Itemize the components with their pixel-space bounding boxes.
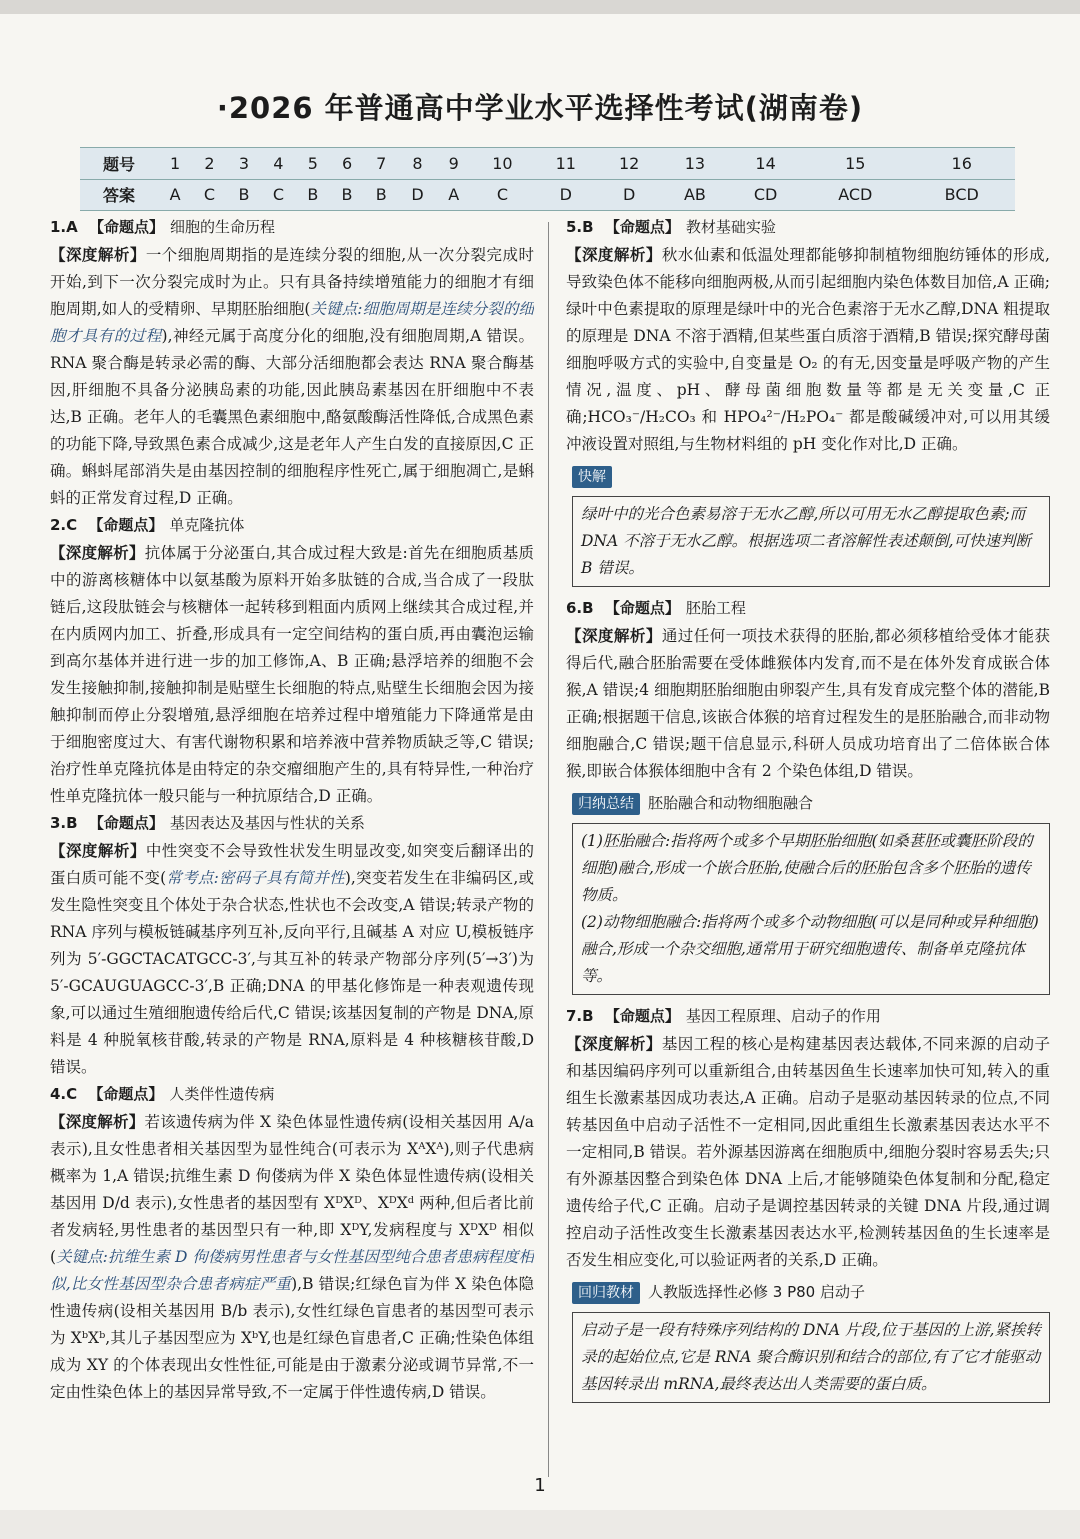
key-point-note: 关键点:细胞周期是连续分裂的细胞才具有的过程 xyxy=(50,300,534,345)
table-cell-answer: C xyxy=(192,179,227,211)
analysis-text: 中性突变不会导致性状发生明显改变,如突变后翻译出的蛋白质可能不变( xyxy=(50,842,534,887)
topic-text: 教材基础实验 xyxy=(685,218,776,236)
table-cell-number: 13 xyxy=(661,148,729,180)
table-cell-answer: C xyxy=(471,179,534,211)
analysis-text: 基因工程的核心是构建基因表达载体,不同来源的启动子和基因编码序列可以重新组合,由转基因鱼生长速率加快可知,转入的重组生长激素基因成功表达,A 正确。启动子是驱动基因转录的位点,不同转基因鱼中启动子活性不一定相同,因此重组生长激素基因表达水平不一定相同,B 错误。若外源基因游离在细胞质中,细胞分裂时容易丢失;只有外源基因整合到染色体 DNA 上后,才能够随染色体复制和分配,稳定遗传给子代,C 正确。启动子是调控基因转录的关键 DNA 片段,通过调控启动子活性改变生长激素基因表达水平,检测转基因鱼的生长速率是否发生相应变化,可以验证两者的关系,D 正确。 xyxy=(566,1035,1050,1269)
topic-text: 胚胎工程 xyxy=(685,599,746,617)
row-label-answer: 答案 xyxy=(80,179,158,211)
summary-item: (1)胚胎融合:指将两个或多个早期胚胎细胞(如桑葚胚或囊胚阶段的细胞)融合,形成一个嵌合胚胎,使融合后的胚胎包含多个胚胎的遗传物质。 xyxy=(581,832,1033,904)
page-title: ·2026 年普通高中学业水平选择性考试(湖南卷) xyxy=(216,91,864,125)
analysis-paragraph xyxy=(50,539,534,810)
topic-label: 【命题点】 xyxy=(604,599,680,617)
question-header xyxy=(50,1081,534,1108)
table-cell-answer: A xyxy=(437,179,471,211)
question-header xyxy=(50,512,534,539)
question-3-explanation xyxy=(50,810,534,1081)
analysis-text: ),B 错误;红绿色盲为伴 X 染色体隐性遗传病(设相关基因用 B/b 表示),女性红绿色盲患者的基因型可表示为 XᵇXᵇ,其儿子基因型应为 XᵇY,也是红绿色盲患者,C 正确;性染色体组成为 XY 的个体表现出女性性征,可能是由于激素分泌或调节异常,不一定由性染色体上的基因异常导致,不一定属于伴性遗传病,D 错误。 xyxy=(50,1275,534,1401)
analysis-label: 【深度解析】 xyxy=(50,543,145,562)
summary-title: 胚胎融合和动物细胞融合 xyxy=(648,794,814,812)
quick-solve-badge: 快解 xyxy=(572,466,612,488)
answer-table-number-row xyxy=(80,148,1015,180)
textbook-badge: 回归教材 xyxy=(572,1282,640,1304)
topic-text: 单克隆抗体 xyxy=(169,516,245,534)
table-cell-number: 16 xyxy=(908,148,1015,180)
question-number: 2.C xyxy=(50,516,78,534)
topic-label: 【命题点】 xyxy=(88,1085,164,1103)
summary-heading xyxy=(566,789,1050,817)
table-cell-number: 11 xyxy=(534,148,597,180)
table-cell-number: 12 xyxy=(597,148,660,180)
analysis-label: 【深度解析】 xyxy=(50,1112,145,1131)
question-number: 1.A xyxy=(50,218,78,236)
topic-label: 【命题点】 xyxy=(604,218,680,236)
topic-text: 细胞的生命历程 xyxy=(170,218,276,236)
topic-text: 人类伴性遗传病 xyxy=(169,1085,275,1103)
question-header xyxy=(566,595,1050,622)
analysis-text: 一个细胞周期指的是连续分裂的细胞,从一次分裂完成时开始,到下一次分裂完成时为止。只有具备持续增殖能力的细胞才有细胞周期,如人的受精卵、早期胚胎细胞( xyxy=(50,246,534,318)
topic-label: 【命题点】 xyxy=(88,516,164,534)
analysis-text: 若该遗传病为伴 X 染色体显性遗传病(设相关基因用 A/a 表示),且女性患者相关基因型为显性纯合(可表示为 XᴬXᴬ),则子代患病概率为 1,A 错误;抗维生素 D 佝偻病为伴 X 染色体显性遗传病(设相关基因用 D/d 表示),女性患者的基因型有 XᴰXᴰ、XᴰXᵈ 两种,但后者比前者发病轻,男性患者的基因型只有一种,即 XᴰY,发病程度与 XᴰXᴰ 相似( xyxy=(50,1113,534,1266)
table-cell-answer: C xyxy=(261,179,296,211)
analysis-paragraph xyxy=(50,241,534,512)
question-header xyxy=(566,214,1050,241)
analysis-text: ),神经元属于高度分化的细胞,没有细胞周期,A 错误。RNA 聚合酶是转录必需的酶、大部分活细胞都会表达 RNA 聚合酶基因,肝细胞不具备分泌胰岛素的功能,因此胰岛素基因在肝细胞中不表达,B 正确。老年人的毛囊黑色素细胞中,酪氨酸酶活性降低,合成黑色素的功能下降,导致黑色素合成减少,这是老年人产生白发的直接原因,C 正确。蝌蚪尾部消失是由基因控制的细胞程序性死亡,属于细胞凋亡,是蝌蚪的正常发育过程,D 正确。 xyxy=(50,327,534,507)
table-cell-answer: AB xyxy=(661,179,729,211)
analysis-paragraph xyxy=(566,1030,1050,1274)
table-cell-answer: D xyxy=(534,179,597,211)
table-cell-answer: CD xyxy=(729,179,802,211)
key-point-note: 关键点:抗维生素 D 佝偻病男性患者与女性基因型纯合患者患病程度相似,比女性基因型杂合患者病症严重 xyxy=(50,1248,534,1293)
table-cell-number: 15 xyxy=(802,148,908,180)
summary-badge: 归纳总结 xyxy=(572,793,640,815)
question-number: 6.B xyxy=(566,599,594,617)
table-cell-number: 6 xyxy=(330,148,364,180)
analysis-text: 秋水仙素和低温处理都能够抑制植物细胞纺锤体的形成,导致染色体不能移向细胞两极,从而引起细胞内染色体数目加倍,A 正确;绿叶中色素提取的原理是绿叶中的光合色素溶于无水乙醇,DNA 粗提取的原理是 DNA 不溶于酒精,但某些蛋白质溶于酒精,B 错误;探究酵母菌细胞呼吸方式的实验中,自变量是 O₂ 的有无,因变量是呼吸产物的产生情况,温度、pH、酵母菌细胞数量等都是无关变量,C 正确;HCO₃⁻/H₂CO₃ 和 HPO₄²⁻/H₂PO₄⁻ 都是酸碱缓冲对,可以用其缓冲液设置对照组,与生物材料组的 pH 变化作对比,D 正确。 xyxy=(566,246,1050,453)
table-cell-answer: D xyxy=(597,179,660,211)
table-cell-answer: ACD xyxy=(802,179,908,211)
textbook-heading xyxy=(566,1278,1050,1306)
question-number: 5.B xyxy=(566,218,594,236)
topic-text: 基因工程原理、启动子的作用 xyxy=(685,1007,881,1025)
answer-key-table xyxy=(80,147,1015,211)
table-cell-number: 9 xyxy=(437,148,471,180)
scan-top-border xyxy=(0,0,1080,14)
question-6-explanation xyxy=(566,595,1050,995)
analysis-text: 通过任何一项技术获得的胚胎,都必须移植给受体才能获得后代,融合胚胎需要在受体雌猴体内发育,而不是在体外发育成嵌合体猴,A 错误;4 细胞期胚胎细胞由卵裂产生,具有发育成完整个体的潜能,B 正确;根据题干信息,该嵌合体猴的培育过程发生的是胚胎融合,而非动物细胞融合,C 错误;题干信息显示,科研人员成功培育出了二倍体嵌合体猴,即嵌合体猴体细胞中含有 2 个染色体组,D 错误。 xyxy=(566,627,1050,780)
topic-label: 【命题点】 xyxy=(604,1007,680,1025)
table-cell-answer: A xyxy=(158,179,192,211)
summary-box xyxy=(572,823,1050,995)
table-cell-number: 14 xyxy=(729,148,802,180)
analysis-text: 抗体属于分泌蛋白,其合成过程大致是:首先在细胞质基质中的游离核糖体中以氨基酸为原料开始多肽链的合成,当合成了一段肽链后,这段肽链会与核糖体一起转移到粗面内质网上继续其合成过程,并在内质网内加工、折叠,形成具有一定空间结构的蛋白质,再由囊泡运输到高尔基体并进行进一步的加工修饰,A、B 正确;悬浮培养的细胞不会发生接触抑制,接触抑制是贴壁生长细胞的特点,贴壁生长细胞会因为接触抑制而停止分裂增殖,悬浮细胞在培养过程中增殖能力下降通常是由于细胞密度过大、有害代谢物积累和培养液中营养物质缺乏等,C 错误;治疗性单克隆抗体是由特定的杂交瘤细胞产生的,具有特异性,一种治疗性单克隆抗体一般只能与一种抗原结合,D 正确。 xyxy=(50,544,534,805)
table-cell-answer: D xyxy=(398,179,436,211)
analysis-paragraph xyxy=(566,241,1050,458)
analysis-paragraph xyxy=(50,1108,534,1406)
question-header xyxy=(50,214,534,241)
table-cell-number: 4 xyxy=(261,148,296,180)
question-7-explanation xyxy=(566,1003,1050,1403)
question-number: 3.B xyxy=(50,814,78,832)
table-cell-answer: B xyxy=(296,179,330,211)
question-number: 7.B xyxy=(566,1007,594,1025)
table-cell-answer: B xyxy=(364,179,398,211)
question-number: 4.C xyxy=(50,1085,78,1103)
question-header xyxy=(50,810,534,837)
left-column xyxy=(50,214,534,1454)
table-cell-number: 5 xyxy=(296,148,330,180)
table-cell-answer: B xyxy=(227,179,261,211)
question-1-explanation xyxy=(50,214,534,512)
table-cell-number: 1 xyxy=(158,148,192,180)
analysis-paragraph xyxy=(566,622,1050,785)
table-cell-answer: BCD xyxy=(908,179,1015,211)
summary-item: (2)动物细胞融合:指将两个或多个动物细胞(可以是同种或异种细胞)融合,形成一个杂交细胞,通常用于研究细胞遗传、制备单克隆抗体等。 xyxy=(581,913,1039,985)
textbook-box: 启动子是一段有特殊序列结构的 DNA 片段,位于基因的上游,紧挨转录的起始位点,它是 RNA 聚合酶识别和结合的部位,有了它才能驱动基因转录出 mRNA,最终表达出人类需要的蛋白质。 xyxy=(572,1312,1050,1403)
page-number: 1 xyxy=(534,1475,546,1496)
analysis-label: 【深度解析】 xyxy=(566,245,662,264)
table-cell-answer: B xyxy=(330,179,364,211)
quick-solve-box: 绿叶中的光合色素易溶于无水乙醇,所以可用无水乙醇提取色素;而 DNA 不溶于无水乙醇。根据选项二者溶解性表述颠倒,可快速判断 B 错误。 xyxy=(572,496,1050,587)
analysis-label: 【深度解析】 xyxy=(566,1034,662,1053)
column-divider xyxy=(548,222,549,1477)
table-cell-number: 2 xyxy=(192,148,227,180)
analysis-label: 【深度解析】 xyxy=(50,841,146,860)
question-5-explanation xyxy=(566,214,1050,587)
question-2-explanation xyxy=(50,512,534,810)
topic-label: 【命题点】 xyxy=(88,218,164,236)
topic-label: 【命题点】 xyxy=(88,814,164,832)
right-column xyxy=(566,214,1050,1454)
question-header xyxy=(566,1003,1050,1030)
analysis-text: ),突变若发生在非编码区,或发生隐性突变且个体处于杂合状态,性状也不会改变,A 错误;转录产物的 RNA 序列与模板链碱基序列互补,反向平行,且碱基 A 对应 U,模板链序列为 5′-GGCTACATGCC-3′,与其互补的转录产物部分序列(5′→3′)为 5′-GCAUGUAGCC-3′,B 正确;DNA 的甲基化修饰是一种表观遗传现象,可以通过生殖细胞遗传给后代,C 错误;该基因复制的产物是 DNA,原料是 4 种脱氧核苷酸,转录的产物是 RNA,原料是 4 种核糖核苷酸,D 错误。 xyxy=(50,869,534,1076)
row-label-number: 题号 xyxy=(80,148,158,180)
textbook-title: 人教版选择性必修 3 P80 启动子 xyxy=(648,1283,865,1301)
table-cell-number: 7 xyxy=(364,148,398,180)
scan-bottom-border xyxy=(0,1510,1080,1539)
key-point-note: 常考点:密码子具有简并性 xyxy=(166,869,345,887)
analysis-label: 【深度解析】 xyxy=(566,626,662,645)
table-cell-number: 8 xyxy=(398,148,436,180)
table-cell-number: 10 xyxy=(471,148,534,180)
answer-table-answer-row xyxy=(80,179,1015,211)
table-cell-number: 3 xyxy=(227,148,261,180)
quick-solve-heading xyxy=(566,462,1050,490)
analysis-label: 【深度解析】 xyxy=(50,245,146,264)
question-4-explanation xyxy=(50,1081,534,1406)
topic-text: 基因表达及基因与性状的关系 xyxy=(169,814,365,832)
analysis-paragraph xyxy=(50,837,534,1081)
